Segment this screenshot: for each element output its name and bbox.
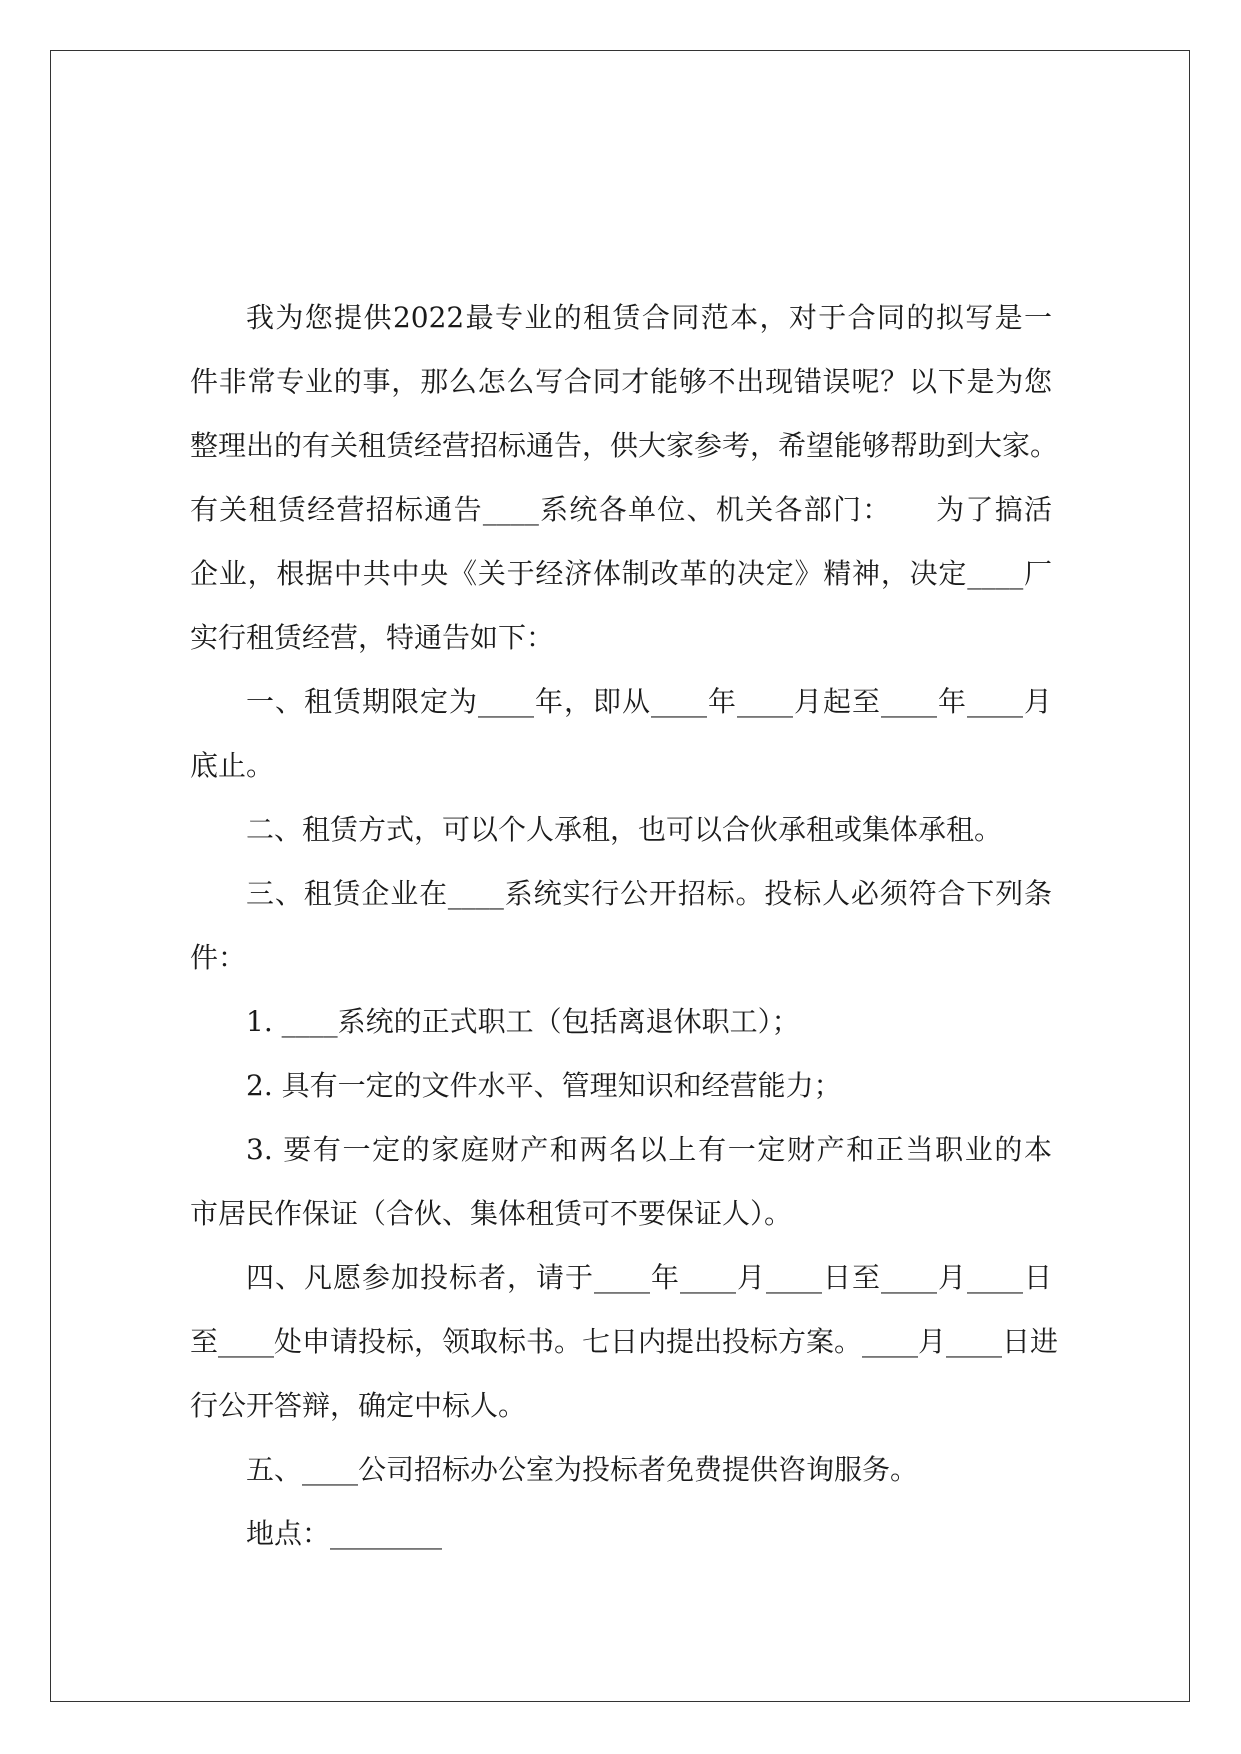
paragraph-line: 有关租赁经营招标通告____系统各单位、机关各部门： 为了搞活 bbox=[190, 493, 1052, 526]
paragraph-line: 件非常专业的事，那么怎么写合同才能够不出现错误呢？以下是为您 bbox=[190, 365, 1052, 398]
clause-2-line: 二、租赁方式，可以个人承租，也可以合伙承租或集体承租。 bbox=[246, 813, 1003, 846]
condition-1-line: 1. ____系统的正式职工（包括离退休职工）； bbox=[246, 1005, 800, 1038]
clause-1-line: 一、租赁期限定为____年，即从____年____月起至____年____月 bbox=[246, 685, 1052, 718]
condition-2-line: 2. 具有一定的文件水平、管理知识和经营能力； bbox=[246, 1069, 842, 1102]
paragraph-line: 实行租赁经营，特通告如下： bbox=[190, 621, 555, 654]
document-body bbox=[190, 286, 1059, 1566]
paragraph-line: 我为您提供2022最专业的租赁合同范本，对于合同的拟写是一 bbox=[246, 301, 1052, 334]
clause-1-line: 底止。 bbox=[190, 749, 275, 782]
location-line: 地点：________ bbox=[246, 1517, 443, 1550]
paragraph-line: 整理出的有关租赁经营招标通告，供大家参考，希望能够帮助到大家。 bbox=[190, 429, 1059, 462]
condition-3-line: 市居民作保证（合伙、集体租赁可不要保证人）。 bbox=[190, 1197, 793, 1230]
clause-4-line: 至____处申请投标，领取标书。七日内提出投标方案。____月____日进 bbox=[190, 1325, 1059, 1358]
condition-3-line: 3. 要有一定的家庭财产和两名以上有一定财产和正当职业的本 bbox=[246, 1133, 1052, 1166]
clause-5-line: 五、____公司招标办公室为投标者免费提供咨询服务。 bbox=[246, 1453, 919, 1486]
paragraph-line: 企业，根据中共中央《关于经济体制改革的决定》精神，决定____厂 bbox=[190, 557, 1052, 590]
clause-3-line: 件： bbox=[190, 941, 247, 974]
clause-3-line: 三、租赁企业在____系统实行公开招标。投标人必须符合下列条 bbox=[246, 877, 1052, 910]
clause-4-line: 行公开答辩，确定中标人。 bbox=[190, 1389, 527, 1422]
clause-4-line: 四、凡愿参加投标者，请于____年____月____日至____月____日 bbox=[246, 1261, 1052, 1294]
